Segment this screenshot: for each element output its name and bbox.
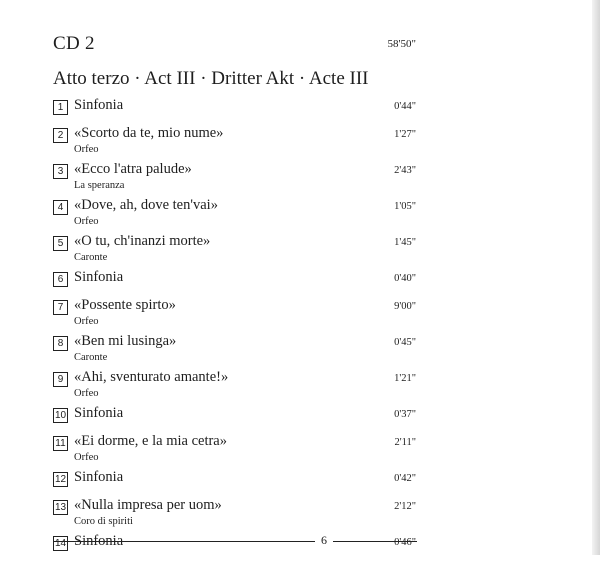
track-row: [53, 335, 433, 371]
track-duration: 1'45": [394, 237, 416, 248]
track-duration: 2'12": [394, 501, 416, 512]
track-duration: 1'21": [394, 373, 416, 384]
track-number-box: 9: [53, 372, 68, 387]
track-performer: Caronte: [74, 252, 108, 263]
track-title: «Ahi, sventurato amante!»: [74, 369, 229, 385]
track-number-box: 10: [54, 410, 67, 421]
track-row: [53, 271, 433, 299]
track-duration: 2'43": [394, 165, 416, 176]
track-number-box: 12: [54, 474, 67, 485]
footer-rule: [53, 541, 417, 542]
page-number: 6: [321, 533, 327, 547]
track-row: [53, 535, 433, 563]
track-title: «Ben mi lusinga»: [74, 333, 177, 349]
track-title: Sinfonia: [74, 533, 124, 549]
track-duration: 0'44": [394, 101, 416, 112]
track-list: [53, 99, 433, 563]
page-fold-shadow: [592, 0, 600, 555]
track-number-box: 5: [53, 236, 68, 251]
track-number-box: 14: [54, 538, 67, 549]
track-row: [53, 99, 433, 127]
track-title: «Possente spirto»: [74, 297, 176, 313]
act-heading: Atto terzo · Act III · Dritter Akt · Acte III: [53, 68, 369, 89]
track-duration: 1'05": [394, 201, 416, 212]
track-title: «Ecco l'atra palude»: [74, 161, 192, 177]
track-number-box: 4: [53, 200, 68, 215]
track-row: [53, 371, 433, 407]
track-performer: Orfeo: [74, 216, 99, 227]
track-title: «O tu, ch'inanzi morte»: [74, 233, 211, 249]
track-row: [53, 471, 433, 499]
track-performer: Orfeo: [74, 452, 99, 463]
cd-total-duration: 58'50": [387, 38, 416, 50]
track-title: Sinfonia: [74, 405, 124, 421]
track-duration: 0'45": [394, 337, 416, 348]
cd-title: CD 2: [53, 33, 95, 54]
track-row: [53, 235, 433, 271]
track-title: «Dove, ah, dove ten'vai»: [74, 197, 218, 213]
track-performer: Orfeo: [74, 388, 99, 399]
track-title: Sinfonia: [74, 97, 124, 113]
track-performer: Orfeo: [74, 144, 99, 155]
track-row: [53, 199, 433, 235]
track-duration: 1'27": [394, 129, 416, 140]
track-number-box: 8: [53, 336, 68, 351]
track-performer: Orfeo: [74, 316, 99, 327]
track-number-box: 6: [53, 272, 68, 287]
track-row: [53, 499, 433, 535]
track-title: Sinfonia: [74, 469, 124, 485]
track-title: «Scorto da te, mio nume»: [74, 125, 224, 141]
track-number-box: 13: [54, 502, 67, 513]
track-row: [53, 299, 433, 335]
track-row: [53, 163, 433, 199]
track-duration: 9'00": [394, 301, 416, 312]
track-row: [53, 407, 433, 435]
track-number-box: 3: [53, 164, 68, 179]
track-number-box: 1: [53, 100, 68, 115]
track-duration: 0'42": [394, 473, 416, 484]
track-duration: 0'46": [394, 537, 416, 548]
track-row: [53, 435, 433, 471]
track-row: [53, 127, 433, 163]
track-performer: Coro di spiriti: [74, 516, 133, 527]
track-performer: Caronte: [74, 352, 108, 363]
track-duration: 0'37": [394, 409, 416, 420]
track-title: «Ei dorme, e la mia cetra»: [74, 433, 227, 449]
track-number-box: 2: [53, 128, 68, 143]
track-number-box: 7: [53, 300, 68, 315]
track-duration: 0'40": [394, 273, 416, 284]
track-number-box: 11: [53, 436, 68, 451]
track-performer: La speranza: [74, 180, 125, 191]
track-title: «Nulla impresa per uom»: [74, 497, 222, 513]
track-duration: 2'11": [394, 437, 416, 448]
track-title: Sinfonia: [74, 269, 124, 285]
